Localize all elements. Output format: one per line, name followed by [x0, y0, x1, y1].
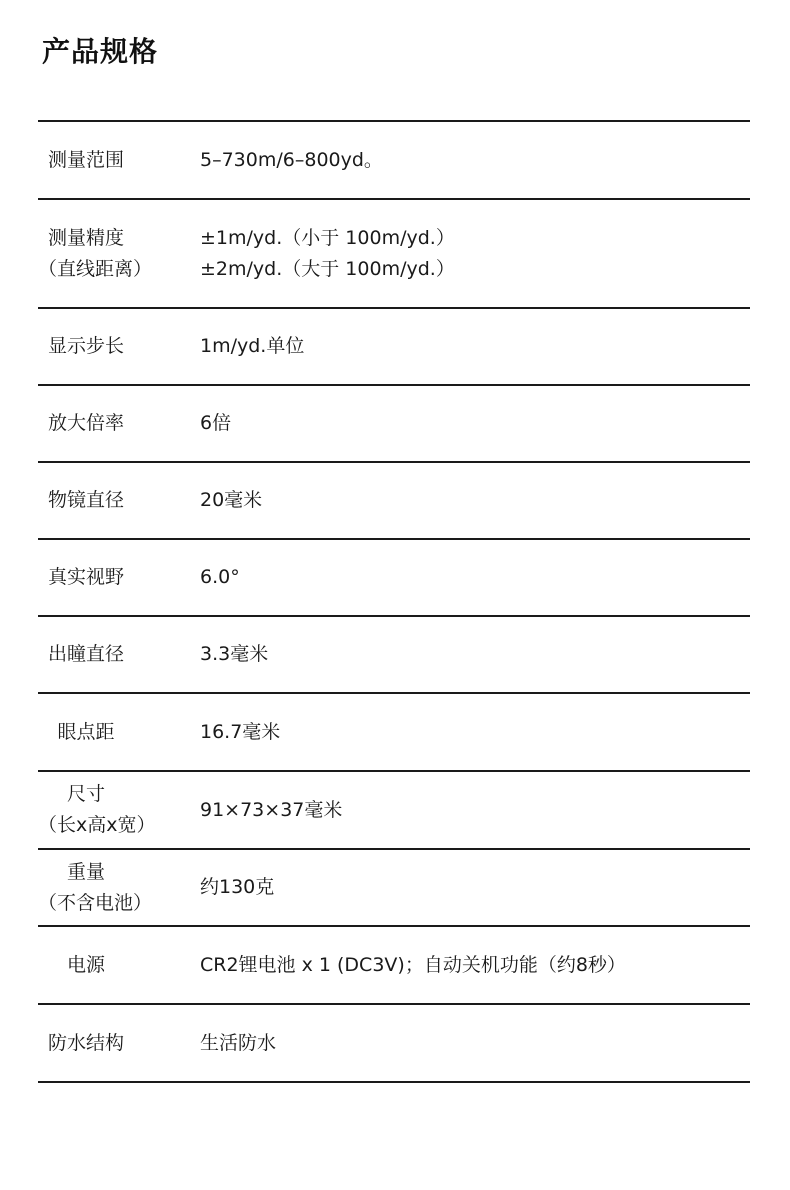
spec-label-line: 放大倍率: [47, 412, 124, 434]
spec-row-field-of-view: [38, 540, 750, 617]
spec-label-line: 防水结构: [47, 1031, 124, 1054]
spec-value: [200, 562, 240, 593]
page-title: 产品规格: [42, 35, 159, 68]
spec-row-weight: [38, 850, 750, 927]
spec-value: [200, 223, 455, 285]
spec-value-line: CR2锂电池 x 1 (DC3V)；自动关机功能（约8秒）: [200, 953, 626, 976]
spec-value: [200, 485, 262, 516]
spec-value: [200, 950, 626, 981]
spec-label-line: 重量: [66, 860, 105, 883]
spec-label-line: 眼点距: [57, 720, 115, 743]
spec-row-measure-range: [38, 122, 750, 200]
spec-label: [38, 639, 134, 670]
spec-value-line: 91×73×37毫米: [200, 798, 343, 821]
spec-value-line: 1m/yd.单位: [200, 335, 305, 357]
spec-label-line: 出瞳直径: [47, 643, 124, 665]
spec-label: [38, 331, 134, 362]
spec-row-power: [38, 927, 750, 1005]
spec-value-line: 16.7毫米: [200, 720, 281, 743]
spec-label-line: 测量精度: [47, 226, 124, 249]
spec-row-objective-diameter: [38, 463, 750, 540]
spec-value: [200, 717, 280, 748]
spec-value-line: ±2m/yd.（大于 100m/yd.）: [200, 257, 455, 280]
spec-value-line: 3.3毫米: [200, 643, 269, 665]
spec-label-line: 真实视野: [47, 566, 124, 588]
spec-label: [38, 950, 134, 981]
spec-row-exit-pupil: [38, 617, 750, 694]
spec-value: [200, 408, 231, 439]
spec-value: [200, 872, 274, 903]
spec-label: [38, 857, 153, 919]
spec-table: [38, 120, 750, 1083]
spec-value-line: 5–730m/6–800yd。: [200, 148, 383, 171]
spec-value-line: 约130克: [200, 876, 275, 898]
spec-row-display-step: [38, 309, 750, 386]
spec-label: [38, 223, 153, 285]
spec-value: [200, 145, 383, 176]
spec-label: [38, 485, 134, 516]
spec-label-line: （长x高x宽）: [38, 814, 156, 836]
spec-row-eye-relief: [38, 694, 750, 772]
spec-value-line: 6.0°: [200, 566, 240, 588]
spec-label-line: 物镜直径: [47, 489, 124, 511]
spec-value-line: ±1m/yd.（小于 100m/yd.）: [200, 226, 455, 249]
spec-label: [38, 562, 134, 593]
spec-row-waterproof: [38, 1005, 750, 1083]
spec-label: [38, 1028, 134, 1059]
spec-value-line: 20毫米: [200, 489, 263, 511]
spec-row-magnification: [38, 386, 750, 463]
spec-label-line: 电源: [66, 953, 105, 976]
spec-row-accuracy: [38, 200, 750, 309]
spec-value: [200, 1028, 276, 1059]
spec-label-line: 显示步长: [47, 335, 124, 357]
spec-value: [200, 639, 268, 670]
spec-label-line: （不含电池）: [38, 891, 153, 914]
spec-label-line: （直线距离）: [38, 257, 153, 280]
spec-value-line: 生活防水: [200, 1031, 277, 1054]
spec-label: [38, 779, 156, 841]
spec-label-line: 尺寸: [66, 783, 105, 805]
spec-value-line: 6倍: [200, 412, 232, 434]
spec-value: [200, 795, 342, 826]
spec-label: [38, 717, 134, 748]
spec-row-dimensions: [38, 772, 750, 850]
spec-label: [38, 145, 134, 176]
spec-label: [38, 408, 134, 439]
spec-value: [200, 331, 304, 362]
spec-label-line: 测量范围: [47, 148, 124, 171]
